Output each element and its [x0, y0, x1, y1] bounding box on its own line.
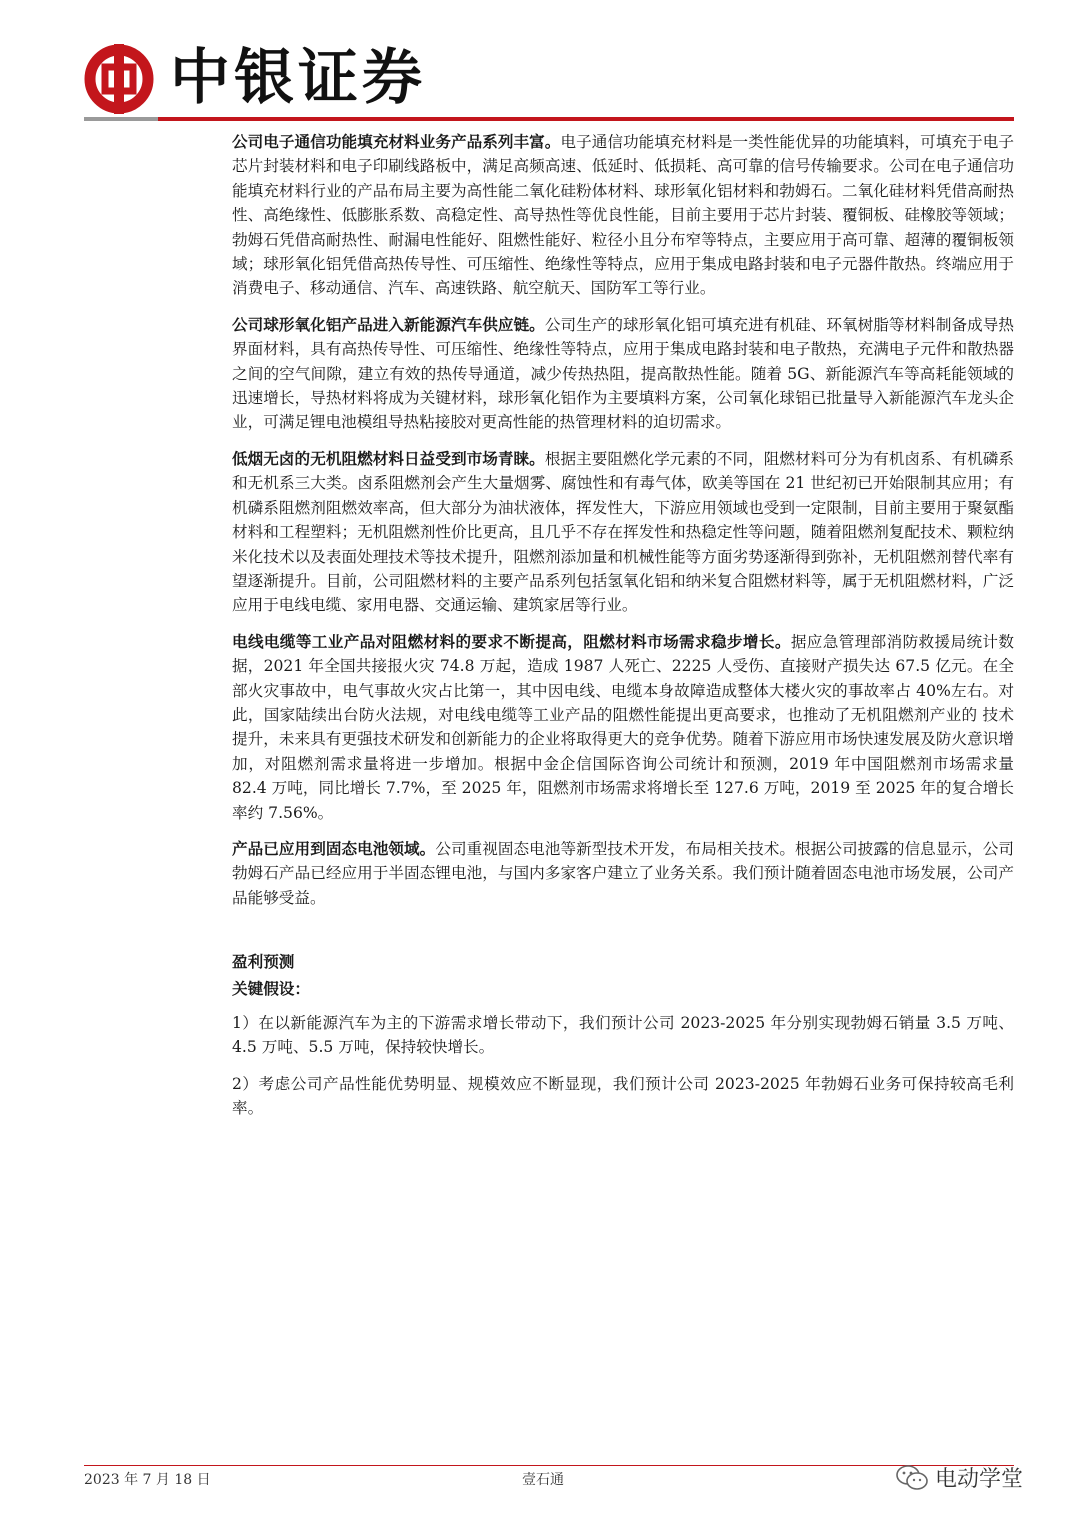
report-body — [232, 130, 1014, 1133]
paragraph-lead: 公司电子通信功能填充材料业务产品系列丰富。 — [232, 133, 561, 151]
paragraph-electronic-fillers — [232, 130, 1014, 301]
watermark — [895, 1462, 1023, 1493]
paragraph-body: 电子通信功能填充材料是一类性能优异的功能填料，可填充于电子芯片封装材料和电子印刷线路板中，满足高频高速、低延时、低损耗、高可靠的信号传输要求。公司在电子通信功能填充材料行业的产品布局主要为高性能二氧化硅粉体材料、球形氧化铝材料和勃姆石。二氧化硅材料凭借高耐热性、高绝缘性、低膨胀系数、高稳定性、高导热性等优良性能，目前主要用于芯片封装、覆铜板、硅橡胶等领域；勃姆石凭借高耐热性、耐漏电性能好、阻燃性能好、粒径小且分布窄等特点，主要应用于高可靠、超薄的覆铜板领域；球形氧化铝凭借高热传导性、可压缩性、绝缘性等特点，应用于集成电路封装和电子元器件散热。终端应用于消费电子、移动通信、汽车、高速铁路、航空航天、国防军工等行业。 — [232, 133, 1014, 298]
paragraph-flame-retardant — [232, 447, 1014, 618]
footer-divider — [84, 1465, 1014, 1466]
footer-date: 2023 年 7 月 18 日 — [84, 1472, 211, 1488]
paragraph-lead: 电线电缆等工业产品对阻燃材料的要求不断提高，阻燃材料市场需求稳步增长。 — [232, 632, 791, 651]
watermark-text: 电动学堂 — [935, 1467, 1024, 1492]
paragraph-lead: 公司球形氧化铝产品进入新能源汽车供应链。 — [232, 315, 545, 334]
header-divider-red — [158, 117, 1014, 121]
paragraph-body: 公司生产的球形氧化铝可填充进有机硅、环氧树脂等材料制备成导热界面材料，具有高热传导性、可压缩性、绝缘性等特点，应用于集成电路封装和电子散热，充满电子元件和散热器之间的空气间隙，建立有效的热传导通道，减少传热热阻，提高散热性能。随着 5G、新能源汽车等高耗能领域的迅速增长，导热材料将成为关键材料，球形氧化铝作为主要填料方案，公司氧化球铝已批量导入新能源汽车龙头企业，可满足锂电池模组导热粘接胶对更高性能的热管理材料的迫切需求。 — [232, 315, 1014, 432]
header-divider-grey — [84, 117, 158, 121]
paragraph-cable-demand — [232, 630, 1014, 825]
paragraph-body: 根据主要阻燃化学元素的不同，阻燃材料可分为有机卤系、有机磷系和无机系三大类。卤系阻燃剂会产生大量烟雾、腐蚀性和有毒气体，欧美等国在 21 世纪初已开始限制其应用；有机磷系阻燃剂阻燃效率高，但大部分为油状液体，挥发性大，下游应用领域也受到一定限制，目前主要用于聚氨酯材料和工程塑料；无机阻燃剂性价比更高，且几乎不存在挥发性和热稳定性等问题，随着阻燃剂复配技术、颗粒纳米化技术以及表面处理技术等技术提升，阻燃剂添加量和机械性能等方面劣势逐渐得到弥补，无机阻燃剂替代率有望逐渐提升。目前，公司阻燃材料的主要产品系列包括氢氧化铝和纳米复合阻燃材料等，属于无机阻燃材料，广泛应用于电线电缆、家用电器、交通运输、建筑家居等行业。 — [232, 449, 1014, 615]
section-title: 盈利预测 — [232, 953, 295, 972]
paragraph-body: 据应急管理部消防救援局统计数据，2021 年全国共接报火灾 74.8 万起，造成 1987 人死亡、2225 人受伤、直接财产损失达 67.5 亿元。在全部火灾事故中，电气事故火灾占比第一，其中因电线、电缆本身故障造成整体大楼火灾的事故率占 40%左右。对此，国家陆续出台防火法规，对电线电缆等工业产品的阻燃性能提出更高要求，也推动了无机阻燃剂产业的 技术提升，未来具有更强技术研发和创新能力的企业将取得更大的竞争优势。随着下游应用市场快速发展及防火意识增加，对阻燃剂需求量将进一步增加。根据中金企信国际咨询公司统计和预测，2019 年中国阻燃剂市场需求量 82.4 万吨，同比增长 7.7%，至 2025 年，阻燃剂市场需求将增长至 127.6 万吨，2019 至 2025 年的复合增长率约 7.56%。 — [232, 632, 1014, 822]
assumption-item: 2）考虑公司产品性能优势明显、规模效应不断显现，我们预计公司 2023-2025 年勃姆石业务可保持较高毛利率。 — [232, 1074, 1014, 1118]
wechat-icon — [895, 1464, 929, 1492]
section-subtitle: 关键假设： — [232, 979, 310, 998]
brand-name: 中银证券 — [170, 43, 426, 113]
bank-of-china-emblem-icon — [84, 44, 154, 114]
paragraph-lead: 低烟无卤的无机阻燃材料日益受到市场青睐。 — [232, 449, 545, 468]
assumption-item: 1）在以新能源汽车为主的下游需求增长带动下，我们预计公司 2023-2025 年分别实现勃姆石销量 3.5 万吨、4.5 万吨、5.5 万吨，保持较快增长。 — [232, 1014, 1014, 1057]
paragraph-body: 公司重视固态电池等新型技术开发，布局相关技术。根据公司披露的信息显示，公司勃姆石产品已经应用于半固态锂电池，与国内多家客户建立了业务关系。我们预计随着固态电池市场发展，公司产品能够受益。 — [232, 839, 1014, 907]
paragraph-lead: 产品已应用到固态电池领域。 — [232, 839, 436, 858]
paragraph-spherical-alumina — [232, 313, 1014, 435]
footer-company-name: 壹石通 — [522, 1472, 564, 1488]
paragraph-solid-state-battery — [232, 837, 1014, 910]
